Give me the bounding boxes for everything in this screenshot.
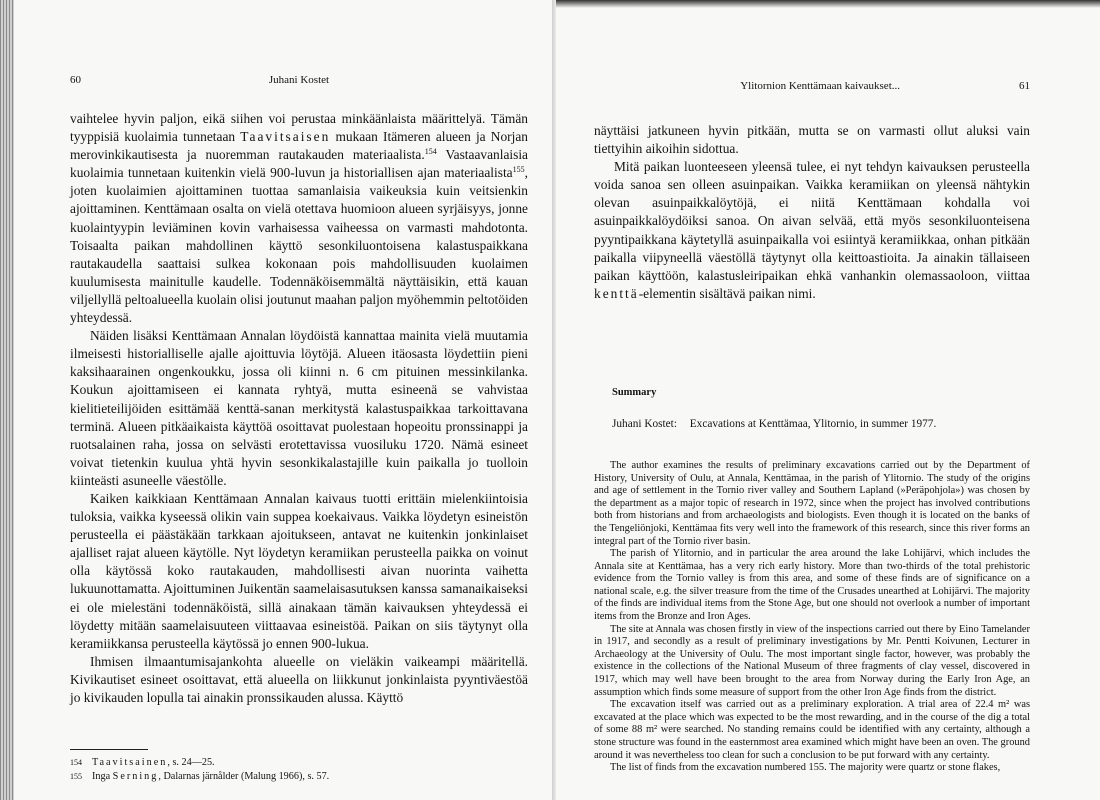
spaced-name: Taavitsaisen	[240, 129, 331, 145]
summary-heading: Summary	[612, 386, 657, 398]
footnote	[70, 756, 528, 770]
text-run: , joten kuolaimien ajoittaminen tuottaa samanlaisia vaikeuksia kuin veitsienkin ajoittaminen. Kenttämaan osalta on vielä otettava huomioon alueen syrjäisyys, jonne kuolaintyypin leviäminen kovin varhaisessa vaiheessa on varmasti mahdotonta. Toisaalta paikan mahdollinen käyttö sesonkiluontoisena kalastuspaikkana rautakaudella saattaisi sulkea kokonaan pois mahdollisuuden kuolaimen kuulumisesta mainitulle kaudelle. Todennäköisemmältä näyttäisikin, että kauan viljellyllä peltoalueella kuolain olisi joutunut maahan paljon myöhemmin peltotöiden yhteydessä.	[70, 165, 528, 326]
summary-article-title: Excavations at Kenttämaa, Ylitornio, in summer 1977.	[689, 417, 937, 430]
text-run: , Dalarnas järnålder (Malung 1966), s. 57.	[158, 771, 330, 783]
right-page-number: 61	[1019, 80, 1030, 92]
text-run: -elementin sisältävä paikan nimi.	[638, 285, 816, 301]
text-run: Kaiken kaikkiaan Kenttämaan Annalan kaivaus tuotti erittäin mielenkiintoisia tuloksia, vaikka kyseessä olikin vain suppea koekaivaus. Vaikka löydetyn esineistön perusteella ei päästäkään tarkkaan ajoitukseen, antavat ne kuitenkin jonkinlaiset ajalliset rajat alueen käytölle. Nyt löydetyn keramiikan perusteella paikka on voinut olla käytössä koko rautakauden, mahdollisesti aivan nuorinta vaihetta lukuunottamatta. Ajoittuminen Juikentän saamelaisasutuksen kanssa samanaikaiseksi ei ole mielestäni todennäköistä, sillä ainakaan tämän kaivauksen yhteydessä ei löydetty mitään saamelaisuuteen viittaavaa esineistöä. Paikan on siis täytynyt olla keramiikkansa perusteella käytössä jo ennen 900-lukua.	[70, 490, 528, 651]
footnote-number: 154	[70, 758, 82, 768]
summary-author-line	[612, 418, 1030, 430]
text-run: vaihtelee hyvin paljon, eikä siihen voi perustaa minkäänlaista määrittelyä. Tämän tyyppisiä kuolaimia tunnetaan	[70, 111, 528, 145]
footnote-number: 155	[70, 772, 82, 782]
left-page-header	[70, 74, 528, 96]
summary-paragraph: The author examines the results of preliminary excavations carried out by the Department of History, University of Oulu, at Annala, Kenttämaa, in the parish of Ylitornio. The study of the origins and age of settlement in the Tornio river valley and Southern Lapland (»Peräpohjola») was chosen by the department as a major topic of research in 1972, since when the project has involved contributions both from historians and from archaeologists and biologists. Even though it is located on the banks of the Tengeliönjoki, Kenttämaa fits very well into the framework of this research, since this river forms an integral part of the Tornio river basin.	[594, 459, 1030, 547]
footnote-rule	[70, 749, 148, 750]
text-run: Mitä paikan luonteeseen yleensä tulee, ei nyt tehdyn kaivauksen perusteella voida sanoa sen olleen asuinpaikan. Vaikka keramiikan on yleensä nähtykin olevan asuinpaikkalöytöjä, ei niitä Kenttämaan kohdalla voi asuinpaikkalöydöiksi sanoa. On aivan selvää, että myös sesonkiluonteisena pyyntipaikkana käytetyllä asuinpaikalla voi esiintyä keramiikkaa, onhan pitkään paikalla viipyneellä väestöllä täytynyt olla keittoastioita. Ja ainakin tällaiseen paikan käyttöön, kalastusleiripaikan ehkä vanhankin olemassaoloon, viittaa	[594, 159, 1030, 283]
text-run: , s. 24—25.	[167, 757, 215, 769]
page-gutter	[552, 0, 556, 800]
left-body-text	[70, 110, 528, 707]
right-running-head: Ylitornion Kenttämaan kaivaukset...	[740, 80, 900, 92]
footnotes	[70, 756, 528, 784]
paragraph	[594, 158, 1030, 303]
left-page-number: 60	[70, 74, 81, 86]
footnote	[70, 770, 528, 784]
spaced-name: Taavitsainen	[92, 757, 168, 769]
summary-paragraph: The parish of Ylitornio, and in particular the area around the lake Lohijärvi, which includes the Annala site at Kenttämaa, has a very rich early history. More than two-thirds of the total prehistoric evidence from the Tornio valley is from this area, and some of these finds are of significance on a national scale, e.g. the silver treasure from the time of the Crusades unearthed at Lohijärvi. The majority of the finds are individual items from the Stone Age, but one should not overlook a number of important items from the Bronze and Iron Ages.	[594, 548, 1030, 623]
right-page-header	[594, 80, 1030, 102]
text-run: Inga	[92, 771, 113, 783]
spaced-name: kenttä	[594, 285, 639, 301]
paragraph	[70, 490, 528, 653]
right-body-text	[594, 122, 1030, 303]
scan-shadow	[556, 0, 1100, 8]
text-run: Ihmisen ilmaantumisajankohta alueelle on vieläkin vaikeampi määritellä. Kivikautiset esineet osoittavat, että alueella on liikkunut jonkinlaista pyyntiväestöä jo kivikauden lopulla tai ainakin pronssikauden alussa. Käyttö	[70, 653, 528, 705]
summary-paragraph: The excavation itself was carried out as a preliminary exploration. A trial area of 22.4 m² was excavated at the place which was expected to be the most rewarding, and in the course of the dig a total of some 88 m² were searched. No standing remains could be identified with any certainty, although a stone structure was found in the easternmost area examined which might have been an oven. The ground around it was nevertheless too clean for such a conclusion to be put forward with any certainty.	[594, 699, 1030, 761]
summary-author: Juhani Kostet:	[612, 417, 677, 430]
paragraph	[70, 653, 528, 707]
text-run: mukaan Itämeren alueen ja Norjan merovinkikautisesta ja nuoremman rautakauden materiaalista.	[70, 129, 528, 163]
summary-text	[594, 460, 1030, 775]
footnote-ref: 154	[424, 147, 437, 157]
summary-paragraph: The site at Annala was chosen firstly in view of the inspections carried out there by Eino Tamelander in 1917, and secondly as a result of preliminary investigations by Mr. Pentti Koivunen, Lecturer in Archaeology at the University of Oulu. The most important single factor, however, was probably the existence in the collections of the National Museum of three fragments of clay vessel, discovered in 1917, which may well have been brought to the area from Norway during the Early Iron Age, an assumption which finds some measure of support from the other Iron Age finds from the district.	[594, 623, 1030, 698]
footnote-ref: 155	[512, 165, 525, 175]
paragraph	[594, 122, 1030, 158]
paragraph	[70, 110, 528, 327]
text-run: Vastaavanlaisia kuolaimia tunnetaan kuitenkin vielä 900-luvun ja historiallisen ajan materiaalista	[70, 147, 528, 181]
summary-paragraph: The list of finds from the excavation numbered 155. The majority were quartz or stone flakes,	[610, 762, 1001, 774]
binding-edge	[0, 0, 14, 800]
paragraph	[70, 327, 528, 490]
left-running-head: Juhani Kostet	[268, 74, 330, 86]
text-run: näyttäisi jatkuneen hyvin pitkään, mutta se on varmasti ollut aluksi vain tiettyihin aikoihin sidottua.	[594, 123, 1030, 157]
text-run: Näiden lisäksi Kenttämaan Annalan löydöistä kannattaa mainita vielä muutamia ilmeisesti historialliselle ajalle ajoittuvia löytöjä. Alueen itäosasta löydettiin pieni kaksihaarainen ongenkoukku, jossa oli kiinni n. 6 cm pituinen messinkilanka. Koukun ajoittamiseen ei kannata ryhtyä, mutta esineenä se vahvistaa kielitieteilijöiden esittämää kenttä-sanan merkitystä kalastuspaikkaa tarkoittavana terminä. Alueen pitkäaikaista käyttöä osoittavat puolestaan hopeoitu pronssinappi ja ruotsalainen raha, jossa on selvästi erotettavissa vuosiluku 1720. Nämä esineet voivat tietenkin kuulua yhtä hyvin sesonkikalastajille kuin paikalla jo tuolloin kiinteästi asuneelle väestölle.	[70, 328, 528, 488]
spaced-name: Serning	[112, 771, 159, 783]
right-page	[556, 0, 1100, 800]
